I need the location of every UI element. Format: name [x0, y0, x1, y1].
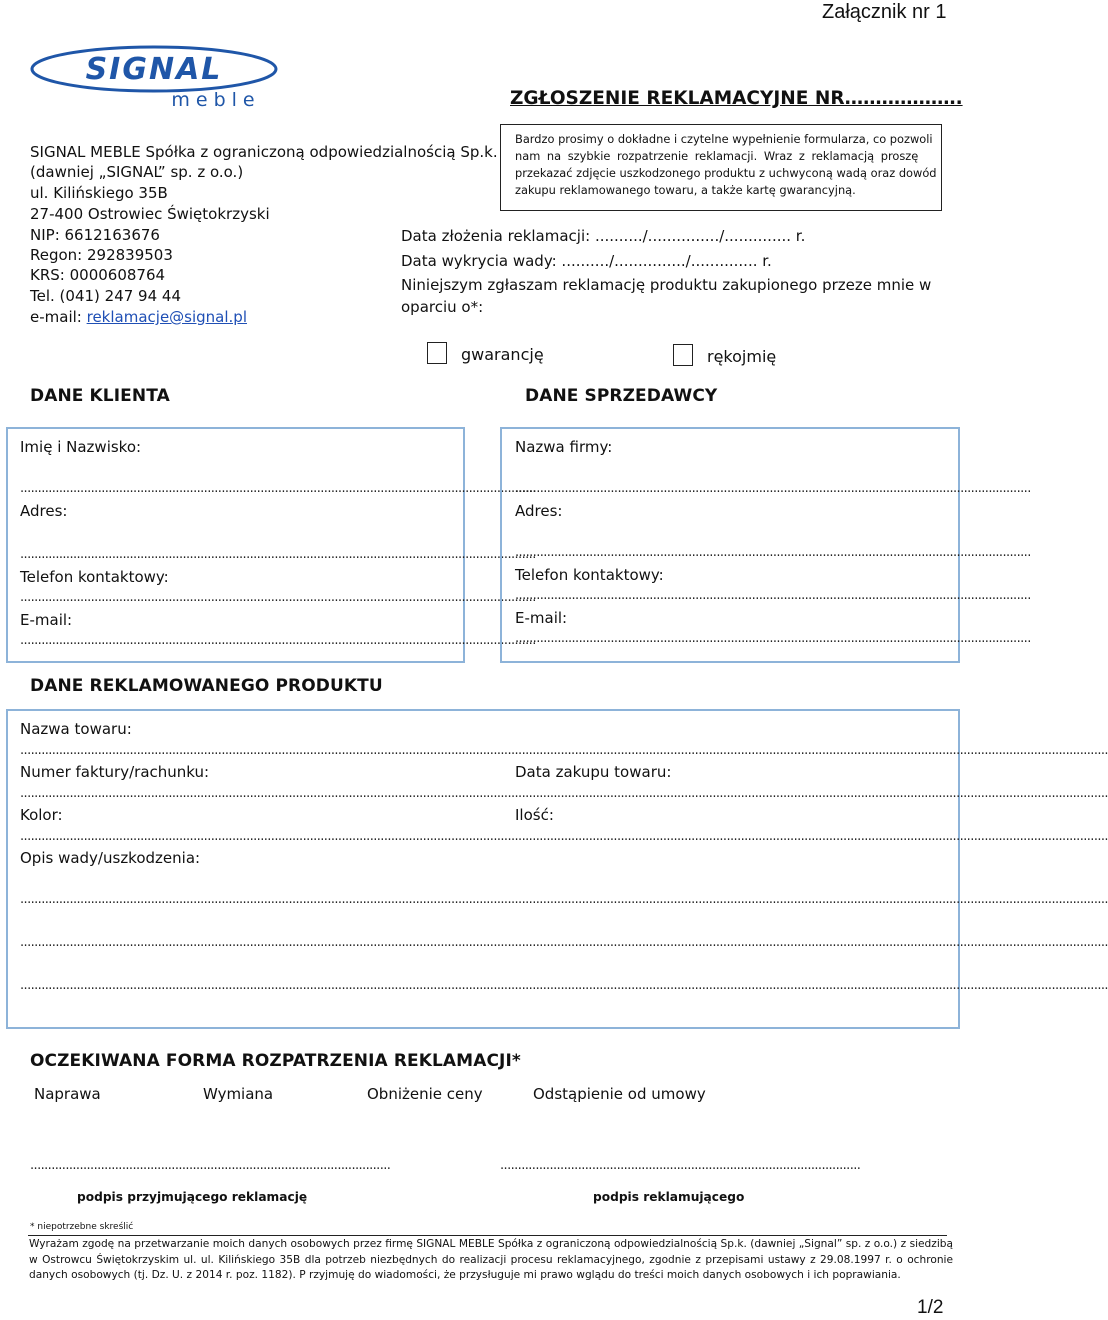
- option-repair[interactable]: Naprawa: [34, 1085, 101, 1103]
- invoice-number-label: Numer faktury/rachunku:: [20, 763, 210, 781]
- detection-date[interactable]: Data wykrycia wady: ........../.............../.............. r.: [401, 252, 772, 270]
- company-regon: Regon: 292839503: [30, 246, 173, 264]
- annex-label: Załącznik nr 1: [822, 1, 947, 23]
- company-street: ul. Kilińskiego 35B: [30, 184, 168, 202]
- company-email-label: e-mail:: [30, 308, 87, 326]
- color-field[interactable]: ....................................................................................................................................................................................................................................................................................................................: [20, 829, 1108, 844]
- quantity-label: Ilość:: [515, 806, 554, 824]
- product-name-field[interactable]: ....................................................................................................................................................................................................................................................................................................................: [20, 743, 1108, 758]
- defect-field-1[interactable]: ....................................................................................................................................................................................................................................................................................................................: [20, 892, 1108, 907]
- seller-heading: DANE SPRZEDAWCY: [525, 386, 718, 406]
- footer-divider: [28, 1235, 947, 1236]
- signal-logo: [30, 44, 280, 110]
- company-email-link[interactable]: reklamacje@signal.pl: [86, 308, 247, 326]
- seller-company-field[interactable]: ..................................................................................................................................................: [515, 481, 1031, 496]
- client-heading: DANE KLIENTA: [30, 386, 170, 406]
- guarantee-checkbox[interactable]: [673, 344, 693, 366]
- declaration-line-2: oparciu o*:: [401, 298, 484, 316]
- company-phone: Tel. (041) 247 94 44: [30, 287, 181, 305]
- defect-field-2[interactable]: ....................................................................................................................................................................................................................................................................................................................: [20, 935, 1108, 950]
- claimant-signature-label: podpis reklamującego: [593, 1190, 745, 1204]
- client-address-field[interactable]: ..................................................................................................................................................: [20, 547, 536, 562]
- gdpr-consent: Wyrażam zgodę na przetwarzanie moich danych osobowych przez firmę SIGNAL MEBLE Spółka z ograniczoną odpowiedzialnością Sp.k. (dawniej „Signal” sp. z o.o.) z siedzibą w Ostrowcu Świętokrzyskim ul. ul. Kilińskiego 35B dla potrzeb niezbędnych do realizacji procesu reklamacyjnego, zgodnie z przepisami ustawy z 29.08.1997 r. o ochronie danych osobowych (tj. Dz. U. z 2014 r. poz. 1182). P rzyjmuję do wiadomości, że przysługuje mi prawo wglądu do treści moich danych osobowych i ich poprawiania.: [29, 1238, 953, 1281]
- svg-text:SIGNAL: SIGNAL: [85, 52, 223, 87]
- declaration-line-1: Niniejszym zgłaszam reklamację produktu zakupionego przeze mnie w: [401, 276, 932, 294]
- notice-box: [500, 124, 942, 211]
- defect-label: Opis wady/uszkodzenia:: [20, 849, 201, 867]
- warranty-label: gwarancję: [461, 345, 544, 364]
- guarantee-label: rękojmię: [707, 347, 777, 366]
- client-email-label: E-mail:: [20, 611, 73, 629]
- option-replace[interactable]: Wymiana: [203, 1085, 274, 1103]
- option-withdrawal[interactable]: Odstąpienie od umowy: [533, 1085, 706, 1103]
- color-label: Kolor:: [20, 806, 63, 824]
- company-email-row: [30, 308, 247, 326]
- svg-text:meble: meble: [171, 89, 261, 111]
- company-nip: NIP: 6612163676: [30, 226, 160, 244]
- client-address-label: Adres:: [20, 502, 68, 520]
- seller-address-label: Adres:: [515, 502, 563, 520]
- footnote: * niepotrzebne skreślić: [30, 1222, 134, 1232]
- page-number: 1/2: [917, 1297, 944, 1318]
- client-name-field[interactable]: ..................................................................................................................................................: [20, 481, 536, 496]
- notice-line-4: zakupu reklamowanego towaru, a także kartę gwarancyjną.: [515, 183, 856, 197]
- seller-address-field[interactable]: ..................................................................................................................................................: [515, 545, 1031, 560]
- client-email-field[interactable]: ..................................................................................................................................................: [20, 633, 536, 648]
- client-phone-field[interactable]: ..................................................................................................................................................: [20, 590, 536, 605]
- seller-email-label: E-mail:: [515, 609, 568, 627]
- option-price-reduction[interactable]: Obniżenie ceny: [367, 1085, 483, 1103]
- seller-company-label: Nazwa firmy:: [515, 438, 613, 456]
- seller-box: [500, 427, 1031, 663]
- purchase-date-label: Data zakupu towaru:: [515, 763, 672, 781]
- client-box: [6, 427, 536, 663]
- seller-email-field[interactable]: ..................................................................................................................................................: [515, 631, 1031, 646]
- warranty-checkbox[interactable]: [427, 342, 447, 364]
- product-heading: DANE REKLAMOWANEGO PRODUKTU: [30, 676, 383, 696]
- client-phone-label: Telefon kontaktowy:: [20, 568, 169, 586]
- claimant-signature-line[interactable]: ......................................................................................................: [500, 1158, 861, 1173]
- form-title: ZGŁOSZENIE REKLAMACYJNE NR……………….: [510, 88, 963, 109]
- company-former-name: (dawniej „SIGNAL” sp. z o.o.): [30, 163, 244, 181]
- company-city: 27-400 Ostrowiec Świętokrzyski: [30, 205, 270, 223]
- seller-phone-field[interactable]: ..................................................................................................................................................: [515, 588, 1031, 603]
- product-box: [6, 709, 1108, 1029]
- notice-line-2: nam na szybkie rozpatrzenie reklamacji. Wraz z reklamacją proszę: [515, 149, 919, 163]
- notice-line-3: przekazać zdjęcie uszkodzonego produktu z uchwyconą wadą oraz dowód: [515, 166, 937, 180]
- client-name-label: Imię i Nazwisko:: [20, 438, 142, 456]
- company-name: SIGNAL MEBLE Spółka z ograniczoną odpowiedzialnością Sp.k.: [30, 143, 498, 161]
- receiver-signature-line[interactable]: ......................................................................................................: [30, 1158, 391, 1173]
- notice-line-1: Bardzo prosimy o dokładne i czytelne wypełnienie formularza, co pozwoli: [515, 132, 933, 146]
- submission-date[interactable]: Data złożenia reklamacji: ........../.............../.............. r.: [401, 227, 806, 245]
- seller-phone-label: Telefon kontaktowy:: [515, 566, 664, 584]
- resolution-heading: OCZEKIWANA FORMA ROZPATRZENIA REKLAMACJI*: [30, 1051, 521, 1071]
- receiver-signature-label: podpis przyjmującego reklamację: [77, 1190, 308, 1204]
- defect-field-3[interactable]: ....................................................................................................................................................................................................................................................................................................................: [20, 978, 1108, 993]
- company-krs: KRS: 0000608764: [30, 266, 166, 284]
- product-name-label: Nazwa towaru:: [20, 720, 132, 738]
- invoice-field[interactable]: ....................................................................................................................................................................................................................................................................................................................: [20, 786, 1108, 801]
